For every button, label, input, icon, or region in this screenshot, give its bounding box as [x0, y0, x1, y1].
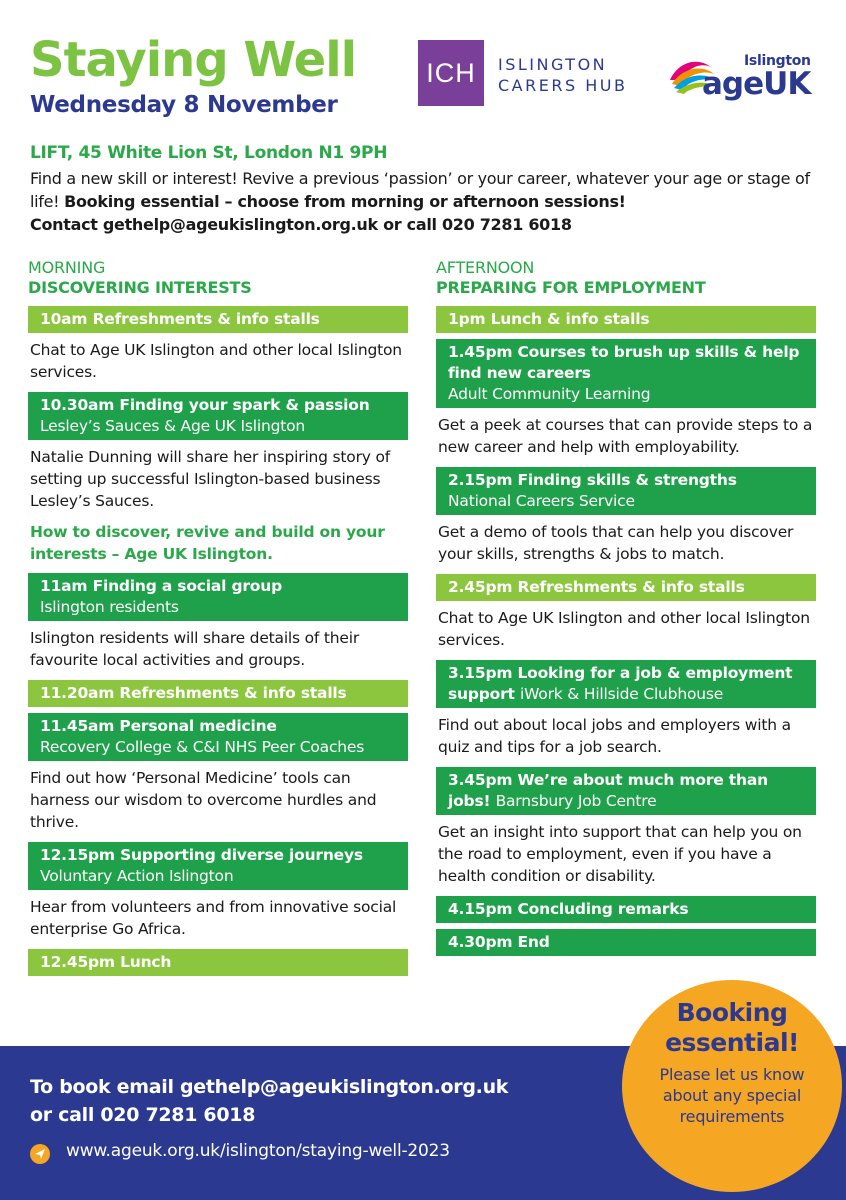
session-desc: Chat to Age UK Islington and other local Islington services. [438, 609, 810, 649]
booking-badge [622, 980, 842, 1192]
session-desc: Get a demo of tools that can help you discover your skills, strengths & jobs to match. [438, 523, 794, 563]
session-title [28, 842, 408, 890]
session-heading: 2.15pm Finding skills & strengths [448, 471, 737, 489]
badge-text: Please let us know about any special requirements [659, 1065, 805, 1126]
ich-name-line2: CARERS HUB [498, 75, 628, 95]
ich-logo: ICH [418, 40, 484, 106]
morning-column [28, 258, 408, 982]
session-host: Adult Community Learning [448, 385, 651, 403]
morning-label: MORNING [28, 258, 106, 277]
session-title [436, 339, 816, 408]
session-heading: 3.45pm We’re about much more than jobs! [448, 771, 768, 810]
session-host: Islington residents [40, 598, 179, 616]
session-host: iWork & Hillside Clubhouse [519, 685, 724, 703]
session-title: 11.20am Refreshments & info stalls [28, 680, 408, 707]
session-heading: 3.15pm Looking for a job & employment support [448, 664, 793, 703]
session-title [28, 573, 408, 621]
afternoon-theme: PREPARING FOR EMPLOYMENT [436, 278, 706, 297]
session-title [436, 467, 816, 515]
session-desc: Islington residents will share details of their favourite local activities and groups. [30, 629, 360, 669]
session-title: 1pm Lunch & info stalls [436, 306, 816, 333]
session-desc: Hear from volunteers and from innovative social enterprise Go Africa. [30, 898, 397, 938]
ich-name-line1: ISLINGTON [498, 55, 608, 74]
session-title [28, 392, 408, 440]
badge-title-line1: Booking [676, 998, 788, 1027]
morning-theme: DISCOVERING INTERESTS [28, 278, 252, 297]
ich-name [498, 55, 627, 97]
session-title: 12.45pm Lunch [28, 949, 408, 976]
session-title: 4.15pm Concluding remarks [436, 896, 816, 923]
session-heading: 1.45pm Courses to brush up skills & help find new careers [448, 343, 800, 382]
session-title: 2.45pm Refreshments & info stalls [436, 574, 816, 601]
session-heading: 10.30am Finding your spark & passion [40, 396, 370, 414]
session-title: 4.30pm End [436, 929, 816, 956]
session-title: 10am Refreshments & info stalls [28, 306, 408, 333]
session-desc: Natalie Dunning will share her inspiring story of setting up successful Islington-based business Lesley’s Sauces. [30, 448, 390, 510]
session-heading: 11.45am Personal medicine [40, 717, 277, 735]
ageuk-logo-text [702, 66, 810, 102]
badge-title-line2: essential! [665, 1028, 799, 1057]
ageuk-age: age [702, 66, 764, 102]
afternoon-label: AFTERNOON [436, 258, 535, 277]
session-title [28, 713, 408, 761]
ageuk-uk: UK [763, 66, 811, 102]
intro-text [30, 167, 810, 236]
session-host: National Careers Service [448, 492, 635, 510]
session-highlight: How to discover, revive and build on your interests – Age UK Islington. [30, 523, 385, 563]
afternoon-column [436, 258, 816, 962]
session-host: Voluntary Action Islington [40, 867, 234, 885]
session-desc: Find out how ‘Personal Medicine’ tools can harness our wisdom to overcome hurdles and thrive. [30, 769, 377, 831]
arrow-icon [34, 1148, 46, 1160]
venue-address: LIFT, 45 White Lion St, London N1 9PH [30, 143, 388, 163]
footer-phone[interactable]: or call 020 7281 6018 [30, 1104, 256, 1126]
intro-text-1: Find a new skill or interest! Revive a previous ‘passion’ or your career, whatever your age or stage of life! [30, 169, 810, 211]
web-arrow-icon [30, 1144, 50, 1164]
session-desc: Get an insight into support that can help you on the road to employment, even if you have a health condition or disability. [438, 823, 802, 885]
session-desc: Find out about local jobs and employers with a quiz and tips for a job search. [438, 716, 791, 756]
session-title [436, 660, 816, 708]
ageuk-location: Islington [744, 53, 811, 69]
session-desc: Get a peek at courses that can provide steps to a new career and help with employability. [438, 416, 813, 456]
session-host: Lesley’s Sauces & Age UK Islington [40, 417, 306, 435]
intro-contact: Contact gethelp@ageukislington.org.uk or call 020 7281 6018 [30, 215, 572, 234]
footer-email[interactable]: To book email gethelp@ageukislington.org.uk [30, 1076, 509, 1098]
website-link[interactable]: www.ageuk.org.uk/islington/staying-well-2023 [66, 1141, 450, 1161]
page-title: Staying Well [30, 32, 357, 88]
event-date: Wednesday 8 November [30, 92, 338, 118]
intro-booking: Booking essential – choose from morning or afternoon sessions! [64, 192, 626, 211]
session-host: Barnsbury Job Centre [495, 792, 657, 810]
session-title [436, 767, 816, 815]
session-heading: 12.15pm Supporting diverse journeys [40, 846, 363, 864]
session-desc: Chat to Age UK Islington and other local Islington services. [30, 341, 402, 381]
session-heading: 11am Finding a social group [40, 577, 282, 595]
session-host: Recovery College & C&I NHS Peer Coaches [40, 738, 365, 756]
